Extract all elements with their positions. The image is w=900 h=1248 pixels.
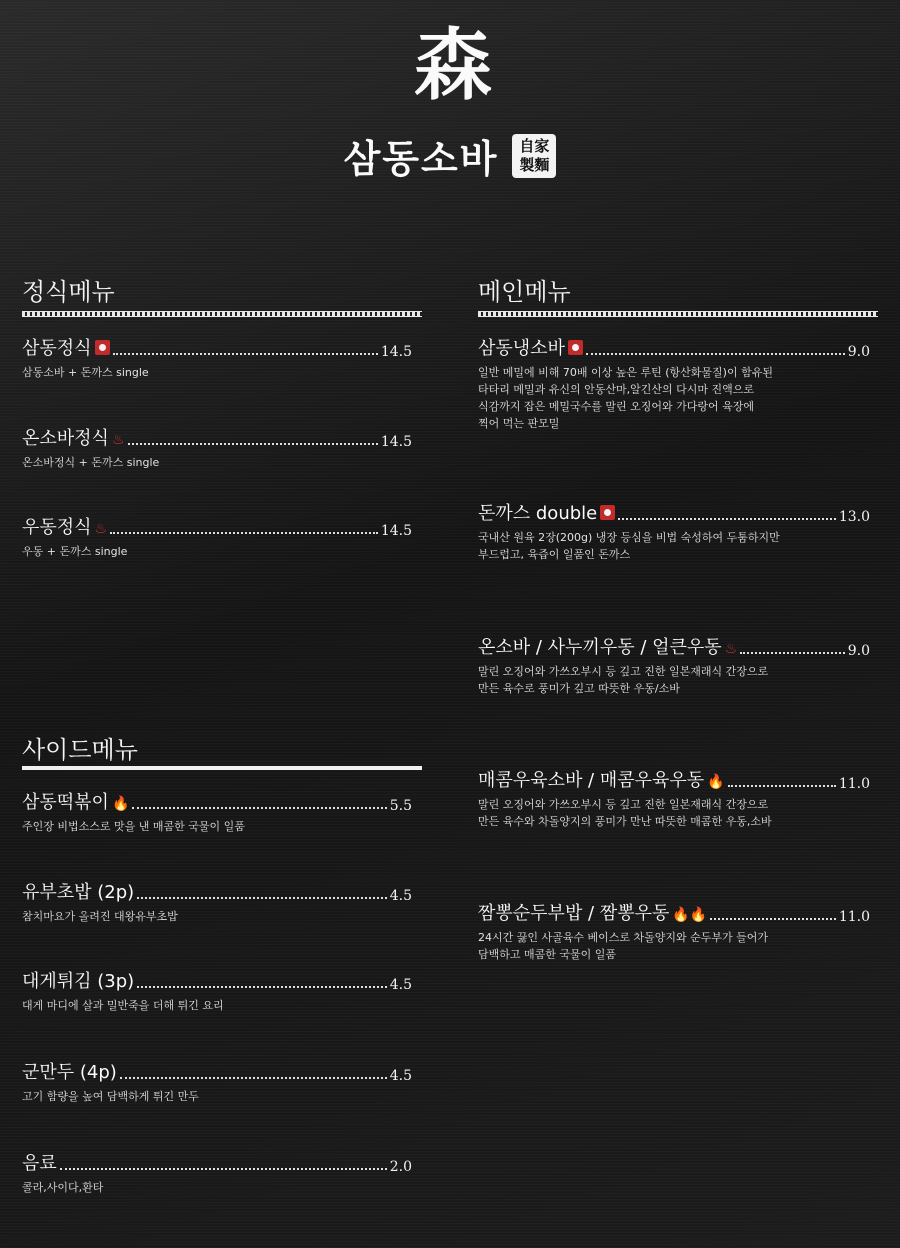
brand-logo — [0, 18, 900, 183]
dot-leader — [128, 443, 378, 445]
item-description: 24시간 끓인 사골육수 베이스로 차돌양지와 순두부가 들어가 담백하고 매콤한 국물이 일품 — [478, 931, 768, 961]
side-menu-divider — [22, 766, 422, 770]
brand-name: 삼동소바 — [343, 137, 499, 181]
dot-leader — [740, 652, 845, 654]
steam-icon: ♨ — [94, 521, 108, 537]
side-menu-title: 사이드메뉴 — [22, 736, 138, 764]
item-price: 11.0 — [838, 776, 870, 792]
item-name: 우동정식 ♨ — [22, 517, 108, 538]
item-price: 11.0 — [838, 909, 870, 925]
forest-logo-mark: 森 — [413, 20, 486, 111]
menu-item — [478, 766, 870, 830]
menu-item — [478, 499, 870, 563]
dot-leader — [120, 1077, 387, 1079]
dot-leader — [618, 518, 836, 520]
item-price: 13.0 — [838, 509, 870, 525]
item-price: 4.5 — [389, 888, 412, 904]
item-name: 대게튀김 (3p) — [22, 971, 135, 992]
item-name: 음료 — [22, 1153, 57, 1174]
dot-leader — [110, 532, 378, 534]
item-name: 삼동정식 — [22, 334, 110, 360]
main-menu-title: 메인메뉴 — [478, 278, 571, 306]
badge-icon — [95, 340, 110, 355]
item-description: 참치마요가 올려진 대왕유부초밥 — [22, 910, 178, 923]
item-description: 콜라,사이다,환타 — [22, 1181, 104, 1194]
menu-item — [22, 1149, 412, 1196]
item-name: 유부초밥 (2p) — [22, 882, 135, 903]
badge-icon — [600, 505, 615, 520]
item-name: 매콤우육소바 / 매콤우육우동 🔥 — [478, 770, 725, 791]
item-name: 온소바정식 ♨ — [22, 428, 125, 449]
menu-item — [22, 424, 412, 471]
dot-leader — [728, 785, 836, 787]
set-menu-divider — [22, 311, 422, 317]
item-name: 온소바 / 사누끼우동 / 얼큰우동 ♨ — [478, 637, 738, 658]
menu-item — [478, 334, 870, 432]
dot-leader — [60, 1168, 387, 1170]
menu-item — [478, 633, 870, 697]
set-menu-title: 정식메뉴 — [22, 278, 115, 306]
menu-item — [22, 334, 412, 381]
menu-item — [22, 878, 412, 925]
fire-icon: 🔥🔥 — [672, 907, 708, 923]
item-price: 14.5 — [380, 523, 412, 539]
menu-item — [22, 1058, 412, 1105]
item-description: 주인장 비법소스로 맛을 낸 매콤한 국물이 일품 — [22, 820, 245, 833]
homemade-noodle-seal: 自家 製麵 — [512, 134, 556, 178]
dot-leader — [710, 918, 836, 920]
item-price: 4.5 — [389, 977, 412, 993]
steam-icon: ♨ — [724, 641, 738, 657]
item-description: 우동 + 돈까스 single — [22, 545, 128, 558]
item-name: 군만두 (4p) — [22, 1062, 117, 1083]
dot-leader — [137, 986, 387, 988]
badge-icon — [568, 340, 583, 355]
item-description: 고기 함량을 높여 담백하게 튀긴 만두 — [22, 1090, 199, 1103]
item-description: 일반 메밀에 비해 70배 이상 높은 루틴 (항산화물질)이 함유된 타타리 메밀과 유신의 안동산마,알긴산의 다시마 진액으로 식감까지 잡은 메밀국수를 말린 오징어와 가다랑어 육장에 찍어 먹는 판모밀 — [478, 366, 773, 430]
dot-leader — [113, 353, 378, 355]
item-name: 돈까스 double — [478, 499, 615, 525]
steam-icon: ♨ — [111, 432, 125, 448]
item-description: 국내산 원육 2장(200g) 냉장 등심을 비법 숙성하여 두툼하지만 부드럽고, 육즙이 일품인 돈까스 — [478, 531, 780, 561]
item-price: 9.0 — [847, 643, 870, 659]
item-price: 14.5 — [380, 434, 412, 450]
item-name: 짬뽕순두부밥 / 짬뽕우동 🔥🔥 — [478, 903, 708, 924]
fire-icon: 🔥 — [111, 796, 130, 812]
item-description: 대게 마디에 살과 밀반죽을 더해 튀긴 요리 — [22, 999, 224, 1012]
item-name: 삼동떡볶이 🔥 — [22, 792, 130, 813]
menu-item — [478, 899, 870, 963]
item-name: 삼동냉소바 — [478, 334, 583, 360]
dot-leader — [586, 353, 845, 355]
item-description: 말린 오징어와 가쓰오부시 등 깊고 진한 일본재래식 간장으로 만든 육수로 풍미가 깊고 따뜻한 우동/소바 — [478, 665, 769, 695]
dot-leader — [132, 807, 386, 809]
item-description: 말린 오징어와 가쓰오부시 등 깊고 진한 일본재래식 간장으로 만든 육수와 차돌양지의 풍미가 만난 따뜻한 매콤한 우동,소바 — [478, 798, 772, 828]
menu-item — [22, 967, 412, 1014]
item-price: 4.5 — [389, 1068, 412, 1084]
fire-icon: 🔥 — [707, 774, 725, 790]
item-price: 2.0 — [389, 1159, 412, 1175]
item-description: 삼동소바 + 돈까스 single — [22, 366, 149, 379]
dot-leader — [137, 897, 387, 899]
menu-item — [22, 788, 412, 835]
menu-item — [22, 513, 412, 560]
item-price: 14.5 — [380, 344, 412, 360]
item-description: 온소바정식 + 돈까스 single — [22, 456, 160, 469]
item-price: 9.0 — [847, 344, 870, 360]
main-menu-divider — [478, 311, 878, 317]
item-price: 5.5 — [389, 798, 412, 814]
